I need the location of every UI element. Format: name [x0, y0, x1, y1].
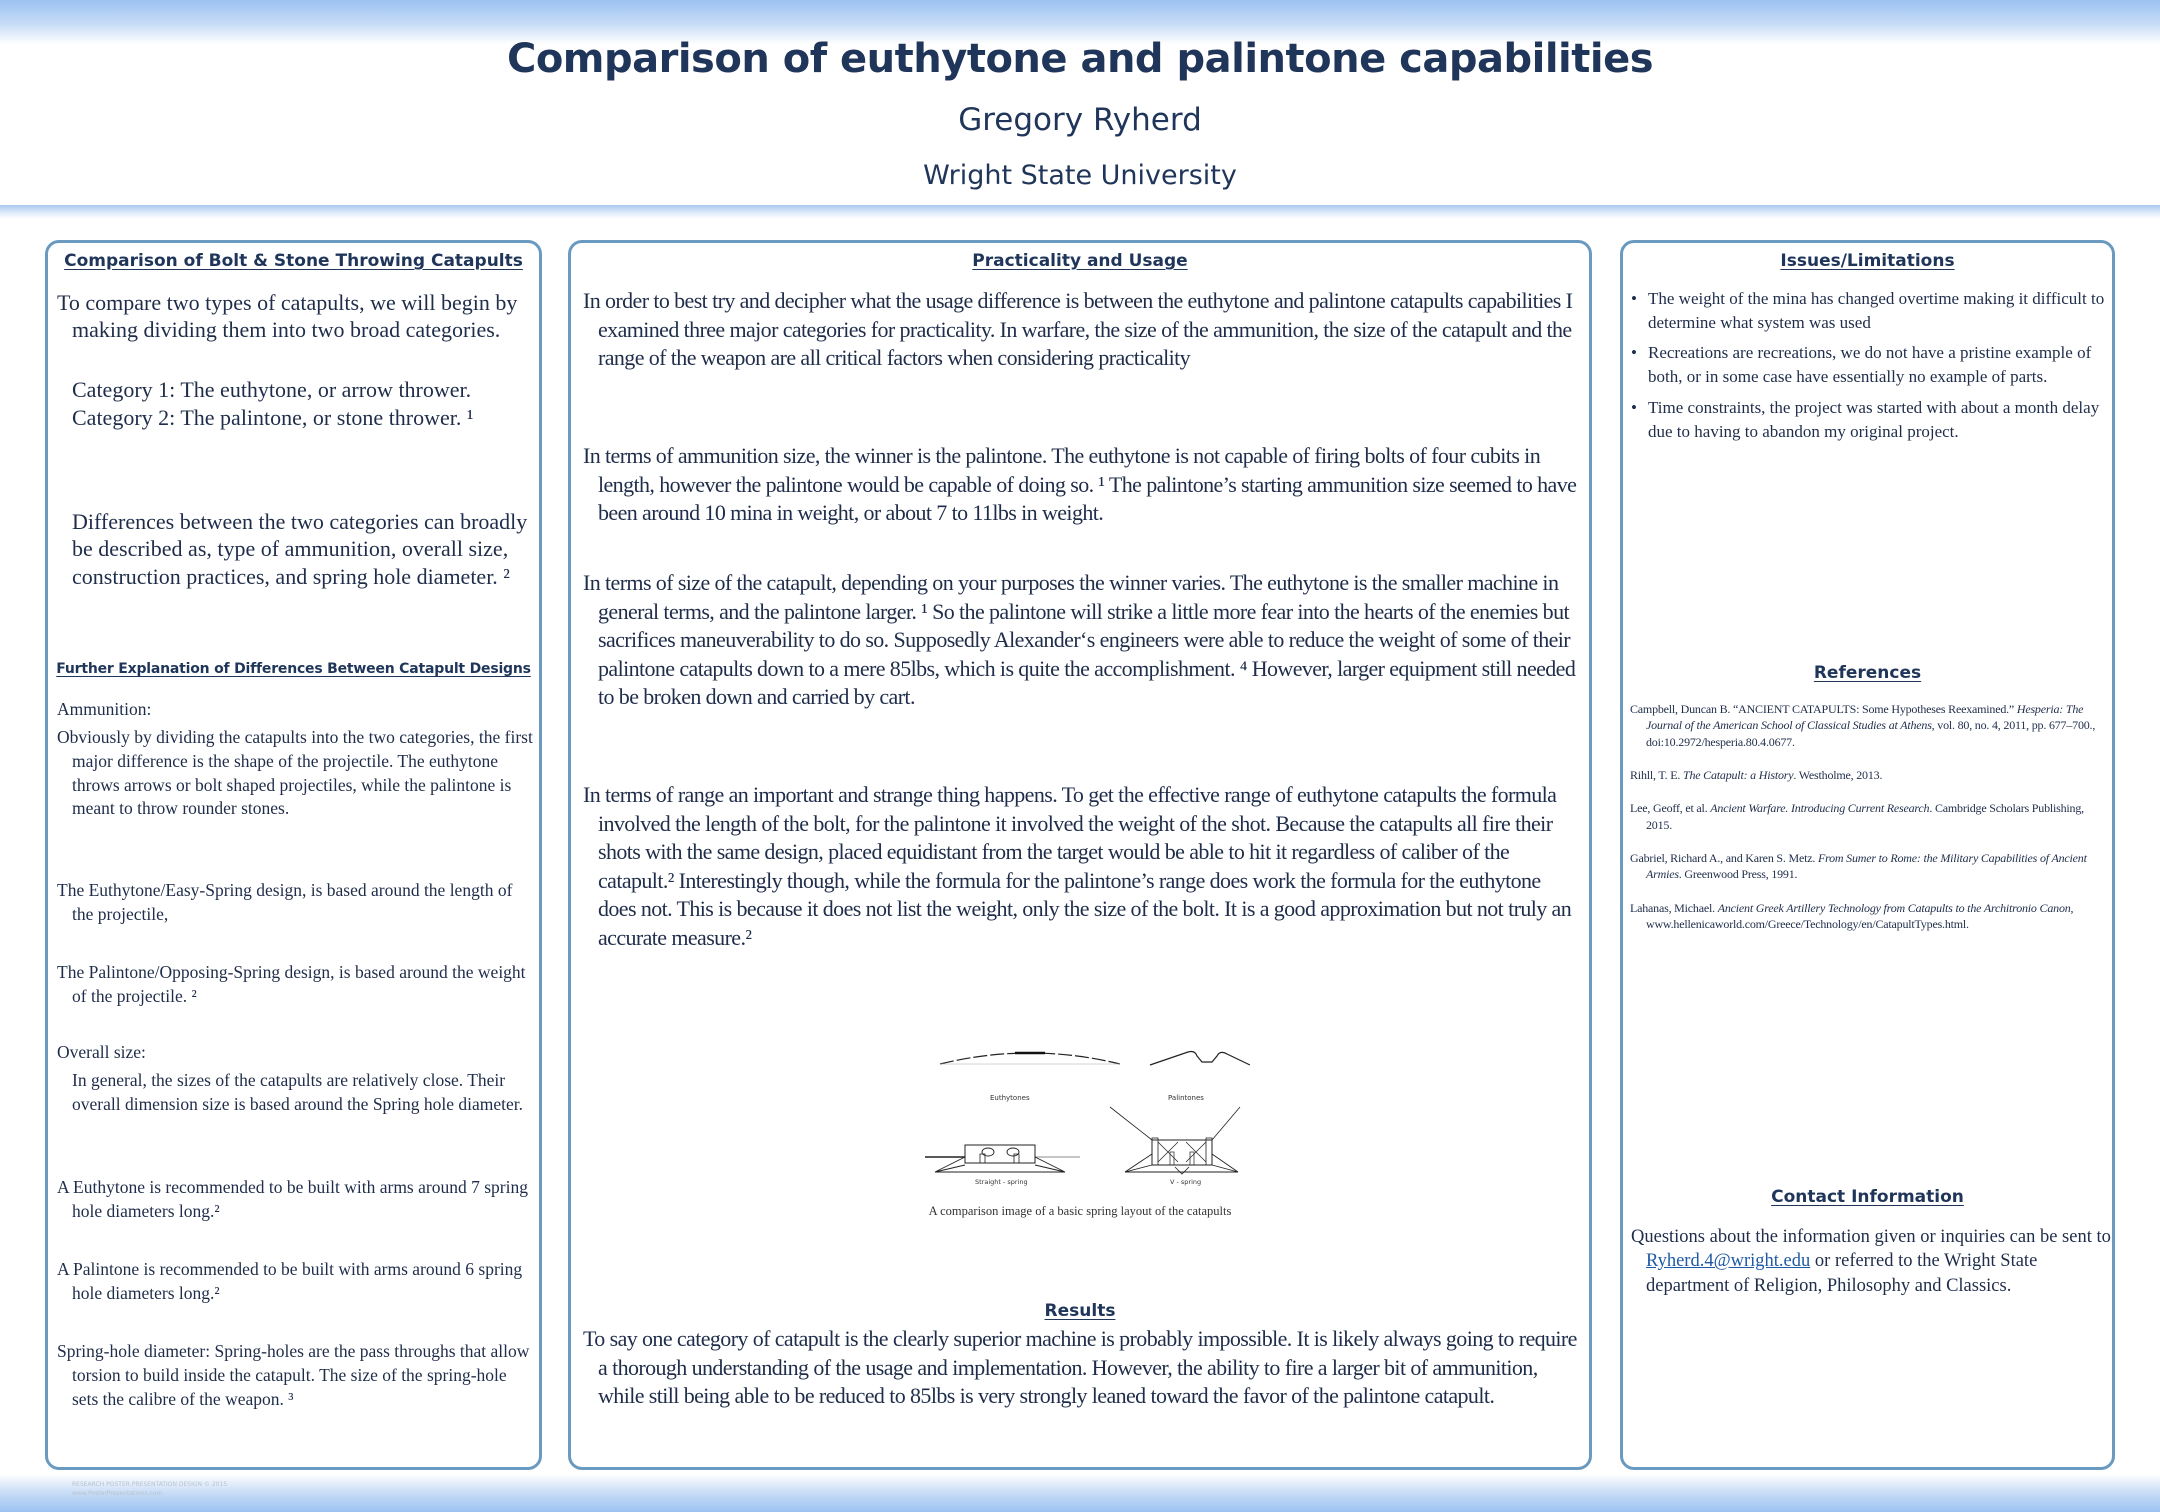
practicality-paragraph-3: In terms of size of the catapult, depending on your purposes the winner varies. The euthytone is the smaller machine in general terms, and the palintone larger. ¹ So the palintone will strike a little more fear into the hearts of the enemies but sacrifices maneuverability to do so. Supposedly Alexander‘s engineers were able to reduce the weight of some of their palintone catapults down to a mere 85lbs, which is quite the accomplishment. ⁴ However, larger equipment still needed to be broken down and carried by cart. — [583, 570, 1576, 710]
section-heading-issues: Issues/Limitations — [1780, 251, 1955, 271]
practicality-paragraph-4: In terms of range an important and strange thing happens. To get the effective range of euthytone catapults the formula involved the length of the bolt, for the palintone it involved the weight of the shot. Because the catapults all fire their shots with the same design, placed equidistant from the target would be able to hit it regardless of caliber of the catapult.² Interestingly though, while the formula for the palintone’s range does work the formula for the euthytone does not. This is because it does not list the weight, only the size of the bolt. It is a good approximation but not truly an accurate measure.² — [583, 782, 1572, 950]
label-euthytones: Euthytones — [990, 1094, 1030, 1102]
contact-text: Questions about the information given or inquiries can be sent to Ryherd.4@wright.edu or referred to the Wright State department of Religion, Philosophy and Classics. — [1631, 1227, 2111, 1296]
palintone-arms-text: A Palintone is recommended to be built with arms around 6 spring hole diameters long.² — [57, 1259, 523, 1303]
panel-practicality — [568, 240, 1592, 1470]
reference-item: Lee, Geoff, et al. Ancient Warfare. Introducing Current Research. Cambridge Scholars Publishing, 2015. — [1630, 801, 2084, 832]
label-v-spring: V - spring — [1170, 1178, 1202, 1186]
practicality-paragraph-2: In terms of ammunition size, the winner is the palintone. The euthytone is not capable of firing bolts of four cubits in length, however the palintone would be capable of doing so. ¹ The palintone’s starting ammunition size seemed to have been around 10 mina in weight, or about 7 to 11lbs in weight. — [583, 443, 1577, 526]
issues-list — [1631, 287, 2109, 450]
label-straight-spring: Straight - spring — [975, 1178, 1028, 1186]
affiliation: Wright State University — [923, 160, 1237, 191]
euthytone-design-text: The Euthytone/Easy-Spring design, is based around the length of the projectile, — [57, 880, 513, 924]
figure-caption: A comparison image of a basic spring layout of the catapults — [928, 1204, 1232, 1218]
overall-size-text: In general, the sizes of the catapults are relatively close. Their overall dimension size is based around the Spring hole diameter. — [72, 1070, 524, 1114]
category-2-text: Category 2: The palintone, or stone thrower. ¹ — [72, 405, 474, 430]
reference-item: Lahanas, Michael. Ancient Greek Artillery Technology from Catapults to the Architronio Canon, www.hellenicaworld.com/Greece/Technology/en/CatapultTypes.html. — [1630, 900, 2074, 931]
section-heading-contact: Contact Information — [1771, 1187, 1964, 1207]
issue-item: • Time constraints, the project was started with about a month delay due to having to abandon my original project. — [1631, 396, 2109, 444]
issue-item: • Recreations are recreations, we do not have a pristine example of both, or in some case have essentially no example of parts. — [1631, 341, 2109, 389]
subheading-further-explanation: Further Explanation of Differences Between Catapult Designs — [56, 661, 531, 677]
references-list — [1630, 701, 2110, 949]
euthytone-arms-text: A Euthytone is recommended to be built with arms around 7 spring hole diameters long.² — [57, 1177, 528, 1221]
reference-item: Gabriel, Richard A., and Karen S. Metz. From Sumer to Rome: the Military Capabilities of Ancient Armies. Greenwood Press, 1991. — [1630, 850, 2087, 882]
section-heading-results: Results — [1044, 1301, 1116, 1321]
template-watermark: RESEARCH POSTER PRESENTATION DESIGN © 2015 www.PosterPresentations.com — [72, 1481, 228, 1497]
issue-item: • The weight of the mina has changed overtime making it difficult to determine what system was used — [1631, 287, 2109, 335]
spring-hole-text: Spring-hole diameter: Spring-holes are the pass throughs that allow torsion to build inside the catapult. The size of the spring-hole sets the calibre of the weapon. ³ — [57, 1341, 530, 1409]
label-palintones: Palintones — [1168, 1094, 1204, 1102]
category-1-text: Category 1: The euthytone, or arrow thrower. — [72, 377, 472, 402]
poster-title: Comparison of euthytone and palintone capabilities — [506, 36, 1654, 82]
practicality-paragraph-1: In order to best try and decipher what the usage difference is between the euthytone and palintone catapults capabilities I examined three major categories for practicality. In warfare, the size of the ammunition, the size of the catapult and the range of the weapon are all critical factors when considering practicality — [583, 288, 1573, 371]
differences-text: Differences between the two categories can broadly be described as, type of ammunition, overall size, construction practices, and spring hole diameter. ² — [72, 509, 528, 589]
overall-size-label: Overall size: — [57, 1042, 146, 1062]
ammunition-label: Ammunition: — [57, 699, 152, 719]
ammunition-text: Obviously by dividing the catapults into the two categories, the first major difference is the shape of the projectile. The euthytone throws arrows or bolt shaped projectiles, while the palintone is meant to throw rounder stones. — [57, 727, 533, 819]
header-divider — [0, 205, 2160, 219]
contact-email-link[interactable]: Ryherd.4@wright.edu — [1646, 1251, 1811, 1272]
panel-issues-references-contact — [1620, 240, 2115, 1470]
results-text: To say one category of catapult is the clearly superior machine is probably impossible. It is likely always going to require a thorough understanding of the usage and implementation. However, the ability to fire a larger bit of ammunition, while still being able to be reduced to 85lbs is very strongly leaned toward the favor of the palintone catapult. — [583, 1326, 1577, 1409]
section-heading-practicality: Practicality and Usage — [972, 251, 1188, 271]
reference-item: Rihll, T. E. The Catapult: a History. Westholme, 2013. — [1630, 767, 1883, 782]
palintone-design-text: The Palintone/Opposing-Spring design, is based around the weight of the projectile. ² — [57, 962, 526, 1006]
section-heading-references: References — [1813, 663, 1922, 683]
reference-item: Campbell, Duncan B. “ANCIENT CATAPULTS: Some Hypotheses Reexamined.” Hesperia: The Journal of the American School of Classical Studies at Athens, vol. 80, no. 4, 2011, pp. 677–700., doi:10.2972/hesperia.80.4.0677. — [1630, 702, 2096, 749]
catapult-spring-diagram — [920, 1032, 1250, 1192]
panel-comparison — [45, 240, 542, 1470]
section-heading-comparison: Comparison of Bolt & Stone Throwing Catapults — [64, 251, 523, 271]
bottom-gradient-band — [0, 1474, 2160, 1512]
author-name: Gregory Ryherd — [958, 102, 1202, 138]
intro-text: To compare two types of catapults, we will begin by making dividing them into two broad categories. — [57, 290, 518, 343]
